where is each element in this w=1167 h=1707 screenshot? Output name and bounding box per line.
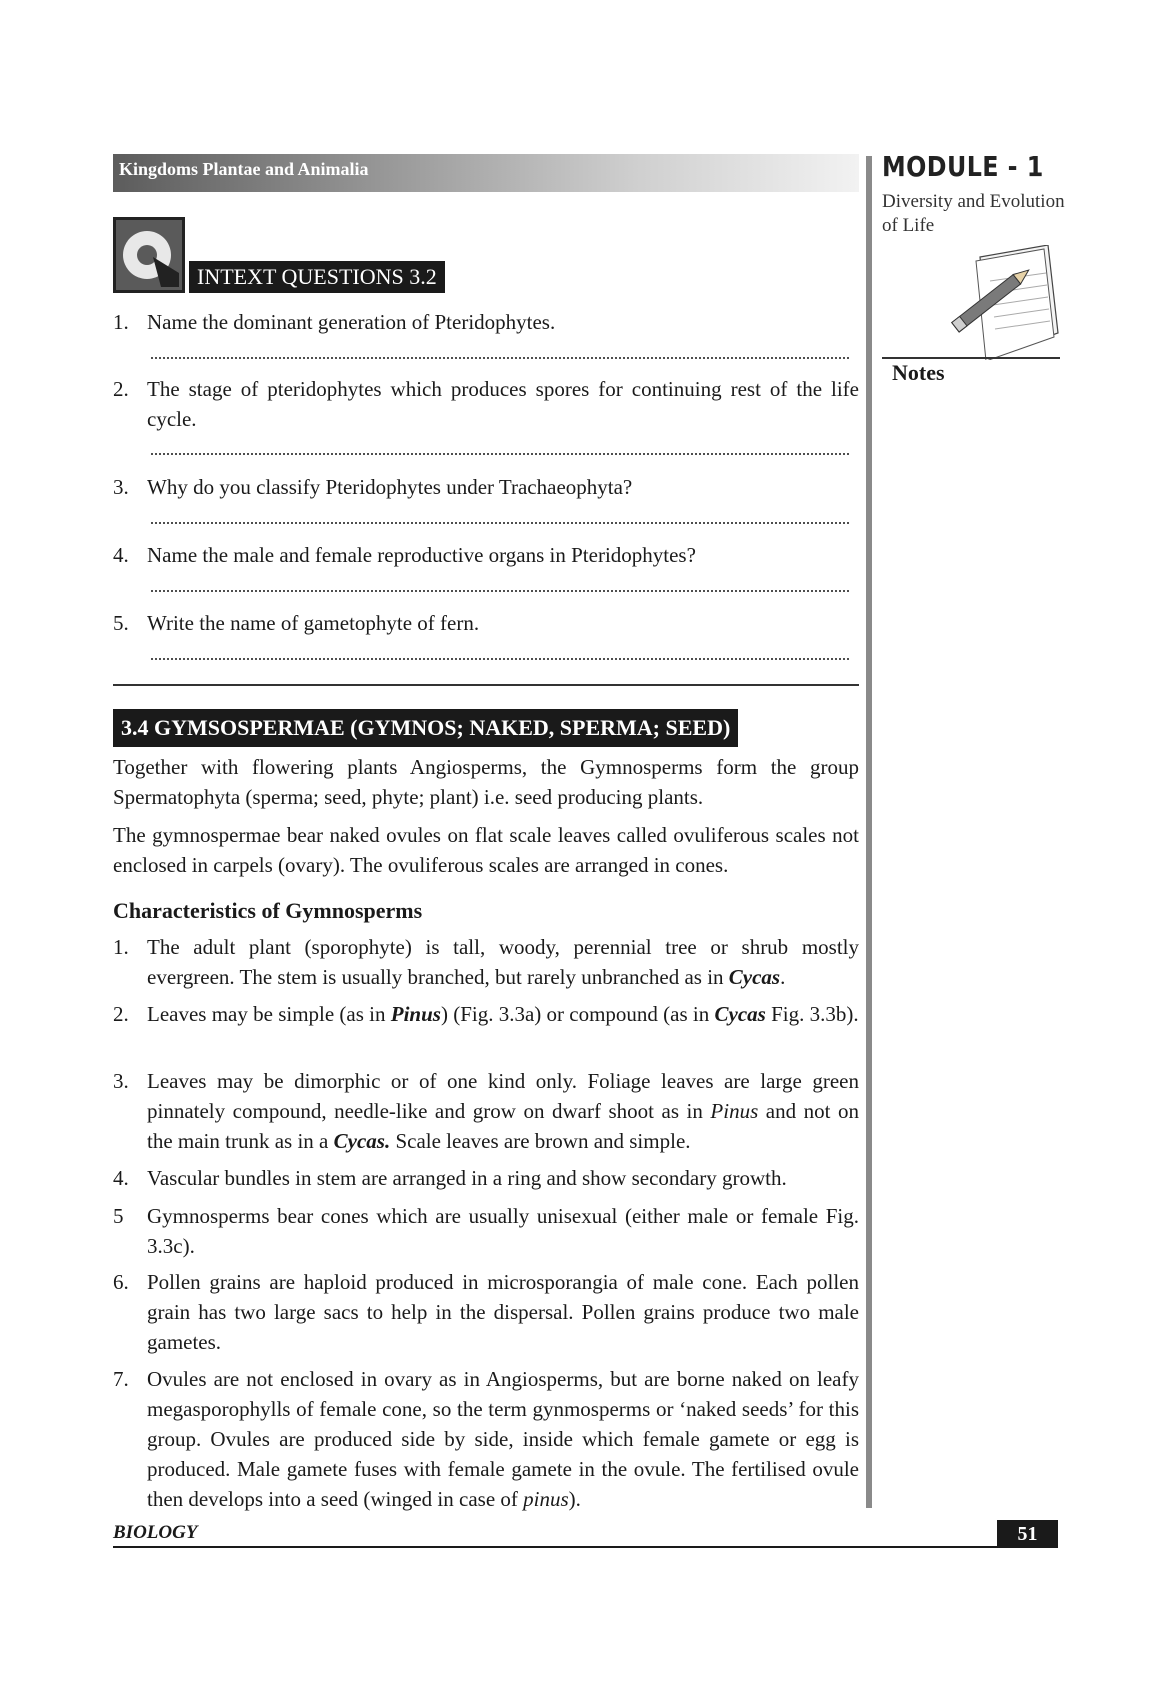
notes-pencil-icon bbox=[950, 245, 1060, 360]
notes-divider bbox=[882, 357, 1060, 359]
page-number: 51 bbox=[997, 1520, 1058, 1548]
characteristic-6: 6. Pollen grains are haploid produced in microsporangia of male cone. Each pollen grain has two large sacs to help in the dispersal. Pollen grains produce two male gametes. bbox=[113, 1270, 859, 1354]
answer-line[interactable] bbox=[150, 521, 850, 525]
characteristics-heading: Characteristics of Gymnosperms bbox=[113, 898, 423, 923]
chapter-title: Kingdoms Plantae and Animalia bbox=[119, 159, 369, 179]
module-title: MODULE - 1 bbox=[882, 150, 1044, 183]
section-divider bbox=[113, 684, 859, 686]
footer-rule bbox=[113, 1546, 1058, 1548]
module-subtitle: Diversity and Evolution of Life bbox=[882, 191, 1065, 236]
characteristic-3: 3. Leaves may be dimorphic or of one kind only. Foliage leaves are large green pinnately compound, needle-like and grow on dwarf shoot as in Pinus and not on the main trunk as in a Cycas. Scale leaves are brown and simple. bbox=[113, 1069, 859, 1153]
answer-line[interactable] bbox=[150, 657, 850, 661]
question-3: 3. Why do you classify Pteridophytes under Trachaeophyta? bbox=[113, 475, 633, 499]
characteristic-2: 2. Leaves may be simple (as in Pinus) (Fig. 3.3a) or compound (as in Cycas Fig. 3.3b). bbox=[113, 1002, 859, 1026]
question-icon bbox=[113, 217, 185, 293]
characteristic-1: 1. The adult plant (sporophyte) is tall, woody, perennial tree or shrub mostly evergreen. The stem is usually branched, but rarely unbranched as in Cycas. bbox=[113, 935, 859, 989]
characteristic-4: 4. Vascular bundles in stem are arranged in a ring and show secondary growth. bbox=[113, 1166, 787, 1190]
intext-questions-title: INTEXT QUESTIONS 3.2 bbox=[189, 261, 445, 293]
paragraph-1: Together with flowering plants Angiosperms, the Gymnosperms form the group Spermatophyta (sperma; seed, phyte; plant) i.e. seed producing plants. bbox=[113, 755, 859, 809]
characteristic-5: 5 Gymnosperms bear cones which are usually unisexual (either male or female Fig. 3.3c). bbox=[113, 1204, 859, 1258]
paragraph-2: The gymnospermae bear naked ovules on flat scale leaves called ovuliferous scales not enclosed in carpels (ovary). The ovuliferous scales are arranged in cones. bbox=[113, 823, 859, 877]
question-4: 4. Name the male and female reproductive organs in Pteridophytes? bbox=[113, 543, 696, 567]
section-title: 3.4 GYMSOSPERMAE (GYMNOS; NAKED, SPERMA; SEED) bbox=[113, 709, 738, 747]
characteristic-7: 7. Ovules are not enclosed in ovary as in Angiosperms, but are borne naked on leafy megasporophylls of female cone, so the term gynmosperms or ‘naked seeds’ for this group. Ovules are produced side by side, inside which female gamete or egg is produced. Male gamete fuses with female gamete in the ovule. The fertilised ovule then develops into a seed (winged in case of pinus). bbox=[113, 1367, 859, 1511]
question-2: 2. The stage of pteridophytes which produces spores for continuing rest of the life cycle. bbox=[113, 377, 859, 431]
answer-line[interactable] bbox=[150, 452, 850, 456]
footer-subject: BIOLOGY bbox=[113, 1522, 198, 1543]
question-1: 1. Name the dominant generation of Pteridophytes. bbox=[113, 310, 556, 334]
margin-divider bbox=[866, 156, 872, 1508]
answer-line[interactable] bbox=[150, 356, 850, 360]
notes-label: Notes bbox=[892, 360, 945, 385]
chapter-header bbox=[113, 154, 859, 192]
answer-line[interactable] bbox=[150, 589, 850, 593]
question-5: 5. Write the name of gametophyte of fern. bbox=[113, 611, 480, 635]
